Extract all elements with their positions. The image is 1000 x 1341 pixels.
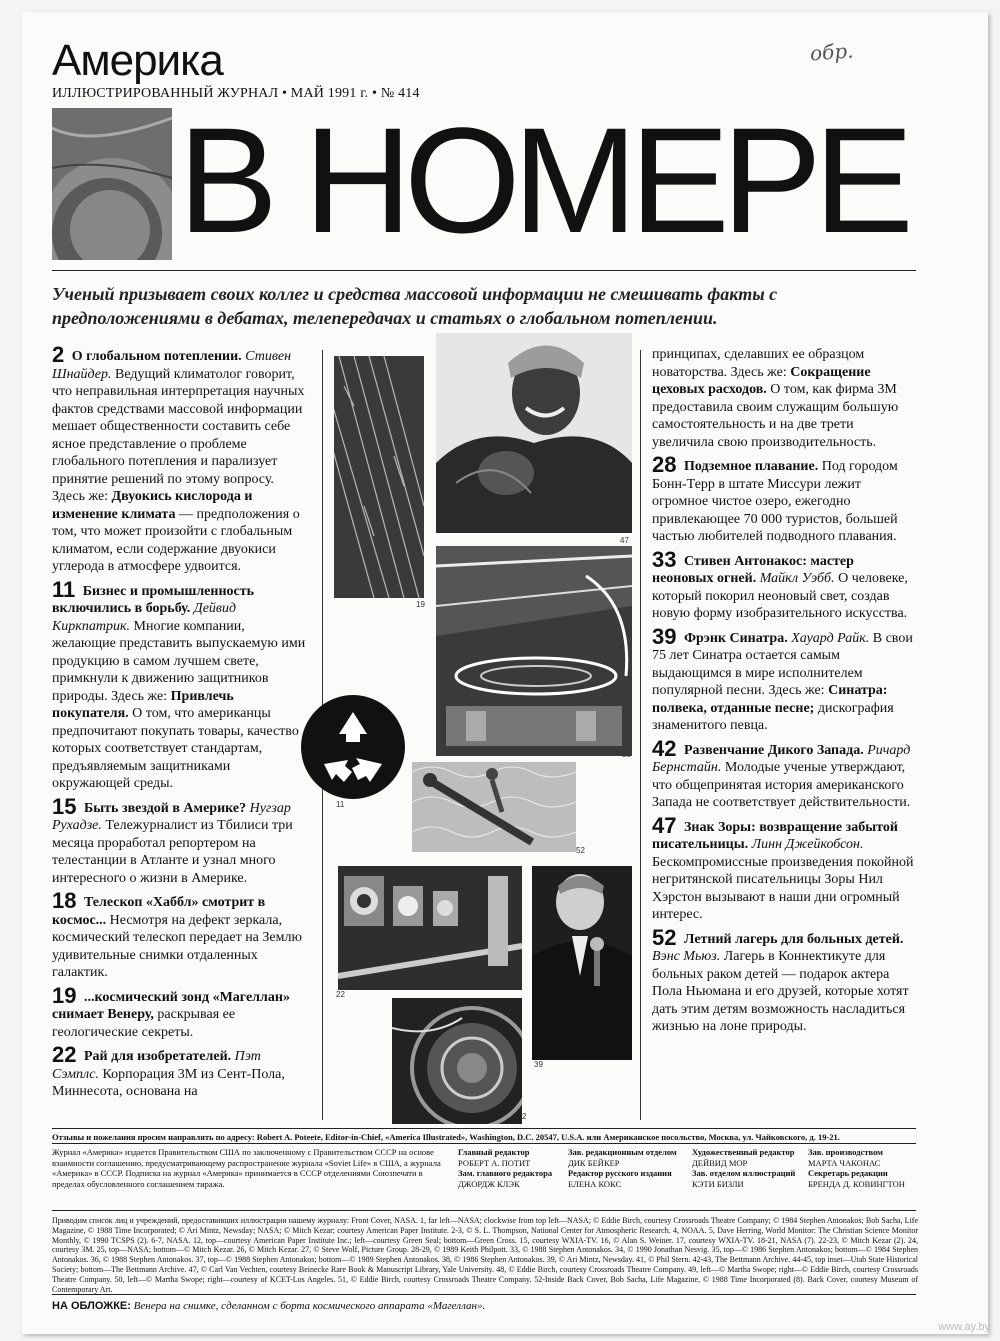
staff-group-3 [692, 1147, 804, 1189]
footer-divider-2 [52, 1143, 916, 1144]
toc-entry [52, 1042, 310, 1101]
entry-title: О глобальном потеплении. [71, 349, 242, 364]
texture-image [52, 108, 172, 260]
staff-name: МАРТА ЧАКОНАС [808, 1157, 881, 1168]
entry-text: Бескомпромиссные произведения покойной негритянской писательницы Зоры Нил Хэрстон вызывают в наши дни огромный интерес. [652, 854, 914, 922]
photo-credits: Приводим список лиц и учреждений, предоставивших иллюстрации нашему журналу: Front Cover, NASA. 1, far left—NASA; clockwise from top left—NASA; © Eddie Birch, courtesy Crossroads Theatre Company; © 1984 Stephen Antonakos; Bob Sacha, Life Magazine, © 1988 Time Incorporated; © Ari Mintz, Newsday; NASA; © Mitch Kezar; courtesy American Paper Institute. 2-3, © S. L. Thompson, National Center for Atmospheric Research. 4, NOAA. 5, Dave Herring, World Monitor: The Christian Science Monitor Monthly, © 1990 TCSPS (2). 6-7, NASA. 12, top—courtesy American Paper Institute Inc.; left—courtesy Green Seal; bottom—Green Cross. 15, courtesy WXIA-TV. 16, © Alan S. Weiner. 17, courtesy WXIA-TV. 18-21, NASA (7). 22-23, © Mitch Kezar (2). 24, courtesy 3M. 25, top—NASA; bottom—© Mitch Kezar. 26, © Mitch Kezar. 27, © Steve Wolf, Picture Group. 28-29, © 1989 Keith Philpott. 33, © 1988 Stephen Antonakos. 34, © 1990 Jonathan Nesvig. 35, top—© 1986 Stephen Antonakos; bottom—© 1984 Stephen Antonakos. 36, © 1988 Stephen Antonakos. 37, top—© 1988 Stephen Antonakos; bottom—© 1989 Stephen Antonakos. 38, © 1986 Stephen Antonakos. 39, © Ari Mintz, Newsday. 41, © Phil Stern. 42-43, The Bettmann Archive. 44-45, top inset—Utah State Historical Society; bottom—The Bettmann Archive. 47, © Carl Van Vechten, courtesy Beinecke Rare Book & Manuscript Library, Yale University. 48, © Eddie Birch, courtesy Crossroads Theatre Company. 49, left—© Martha Swope; right—© Eddie Birch, courtesy Crossroads Theatre Company. 50, left—© Martha Swope; right—courtesy of KCET-Los Angeles. 51, © Eddie Birch, courtesy Crossroads Theatre Company. 52-Inside Back Cover, Bob Sacha, Life Magazine, © 1988 Time Incorporated (8). Back Cover, courtesy Museum of Contemporary Art. [52, 1216, 918, 1294]
toc-entry [652, 546, 918, 623]
page-title: В НОМЕРЕ [178, 96, 906, 264]
cover-note [52, 1300, 485, 1312]
cover-text: Венера на снимке, сделанном с борта космического аппарата «Магеллан». [133, 1300, 486, 1312]
staff-name: КЭТИ БИЗЛИ [692, 1178, 744, 1189]
toc-entry [652, 623, 918, 735]
entry-extra-title: Сокращение цеховых расходов. [652, 364, 871, 397]
singer-photo [532, 866, 632, 1060]
staff-role: Зав. редакционным отделом [568, 1147, 677, 1157]
editorial-address: Отзывы и пожелания просим направлять по адресу: Robert A. Poteete, Editor-in-Chief, «America Illustrated», Washington, D.C. 20547, U.S.A. или Американское посольство, Москва, ул. Чайковского, д. 19-21. [52, 1132, 840, 1142]
entry-title: Знак Зоры: возвращение забытой писательницы. [652, 819, 898, 852]
entry-page-number: 22 [52, 1042, 77, 1067]
entry-page-number: 19 [52, 982, 77, 1008]
entry-page-number: 2 [52, 342, 65, 367]
entry-page-number: 28 [652, 452, 677, 477]
entry-author: Дейвид Киркпатрик. [52, 601, 237, 634]
entry-text: Молодые ученые утверждают, что общепринятая история американского Запада не соответствует действительности. [652, 760, 911, 810]
toc-entry [652, 812, 918, 924]
entry-title: Бизнес и промышленность включились в борьбу. [52, 583, 255, 616]
staff-name: РОБЕРТ А. ПОТИТ [458, 1157, 531, 1168]
continued-entry-3m [652, 346, 918, 451]
contents-right-column [652, 346, 918, 1041]
publisher-note: Журнал «Америка» издается Правительством США по заключенному с Правительством СССР на основе взаимности соглашению, предусматривающему распространение журнала «Soviet Life» в США, а журнала «Америка» в СССР. Подписка на журнал «Америка» принимается в СССР отделениями Союзпечати в пределах обусловленного соглашением тиража. [52, 1147, 441, 1189]
site-watermark: www.ay.by [938, 1321, 990, 1333]
contents-left-column [52, 342, 310, 1106]
entry-author: Майкл Уэбб. [759, 571, 835, 586]
entry-author: Стивен Шнайдер. [52, 349, 292, 382]
entry-title: Развенчание Дикого Запада. [683, 742, 864, 758]
entry-author: Пэт Сэмплс. [52, 1049, 261, 1082]
entry-author: Ричард Бернстайн. [652, 742, 911, 775]
caption-venus: 2 [522, 1112, 527, 1121]
entry-text: Многие компании, желающие представить выпускаемую ими продукцию в самом лучшем свете, примкнули к движению защитников природы. Здесь же: [52, 618, 306, 704]
entry-page-number: 52 [652, 924, 677, 950]
entry-page-number: 18 [52, 888, 77, 913]
caption-singer: 39 [534, 1060, 543, 1069]
caption-lab: 22 [336, 990, 345, 999]
issue-info: ИЛЛЮСТРИРОВАННЫЙ ЖУРНАЛ • МАЙ 1991 г. • № 414 [52, 86, 420, 101]
lab-photo [338, 866, 522, 990]
magazine-logo: Америка [52, 36, 223, 85]
toc-entry [52, 982, 310, 1042]
entry-extra-title: Привлечь покупателя. [52, 688, 234, 721]
entry-extra-title: Синатра: полвека, отданные песне; [652, 683, 888, 716]
recycle-symbol [300, 694, 406, 800]
staff-name: ДЖОРДЖ КЛЭК [458, 1178, 520, 1189]
entry-author: Линн Джейкобсон. [751, 837, 864, 852]
toc-entry [52, 888, 310, 982]
staff-group-1 [458, 1147, 566, 1189]
staff-name: ДЕЙВИД МОР [692, 1157, 748, 1168]
caption-texture: 19 [416, 600, 425, 609]
column-divider-right [640, 350, 641, 1120]
staff-group-2 [568, 1147, 688, 1189]
staff-group-4 [808, 1147, 920, 1189]
entry-text: Тележурналист из Тбилиси три месяца проработал репортером на телестанции в Атланте и узнал много интересного о жизни в Америке. [52, 818, 293, 886]
entry-extra-text: дискография знаменитого певца. [652, 700, 894, 733]
venus-radar-photo [392, 998, 522, 1124]
entry-extra-text: О том, что американцы предпочитают покупать товары, качество которых соответствует стандартам, предъявляемым защитниками окружающей среды. [52, 706, 299, 791]
cover-label: НА ОБЛОЖКЕ: [52, 1300, 131, 1312]
entry-text: Лагерь в Коннектикуте для больных раком детей — подарок актера Пола Ньюмана и его друзей, которые хотят дать этим детям возможность насладиться жизнью на лоне природы. [652, 949, 909, 1034]
caption-swimmer: 52 [576, 846, 585, 855]
caption-recycle: 11 [336, 800, 345, 809]
entry-page-number: 11 [52, 576, 76, 602]
staff-role: Редактор русского издания [568, 1168, 672, 1178]
entry-title: Рай для изобретателей. [83, 1049, 232, 1064]
staff-role: Зам. главного редактора [458, 1168, 553, 1178]
toc-entry [652, 924, 918, 1036]
staff-name: ДИК БЕЙКЕР [568, 1157, 620, 1168]
entry-text: О человеке, который покорил неоновый свет, создав новую форму изобразительного искусства. [652, 571, 908, 621]
entry-text: Корпорация 3М из Сент-Пола, Миннесота, основана на [52, 1066, 285, 1099]
entry-page-number: 39 [652, 623, 677, 649]
staff-role: Художественный редактор [692, 1147, 795, 1157]
entry-page-number: 15 [52, 793, 77, 819]
entry-title: Телескоп «Хаббл» смотрит в космос... [52, 895, 266, 928]
entry-extra-text: — предположения о том, что может произойти с глобальным климатом, если содержание двуокиси углерода в атмосфере удвоится. [52, 506, 300, 574]
staff-role: Зав. производством [808, 1147, 883, 1157]
staff-role: Зав. отделом иллюстраций [692, 1168, 796, 1178]
entry-title: Стивен Антонакос: мастер неоновых огней. [652, 553, 854, 586]
entry-text: В свои 75 лет Синатра остается самым выдающимся в мире исполнителем популярной песни. Здесь же: [652, 630, 913, 698]
caption-neon: 33 [622, 750, 631, 759]
entry-text: Несмотря на дефект зеркала, космический телескоп передает на Землю удивительные снимки отдаленных галактик. [52, 912, 302, 980]
entry-text: Ведущий климатолог говорит, что неправильная интерпретация научных фактов средствами массовой информации мешает общественности составить себе ясное представление о проблеме глобального потепления и парализует принятие решений по этому вопросу. Здесь же: [52, 366, 305, 504]
cover-divider [52, 1294, 916, 1295]
entry-author: Нугзар Рухадзе. [52, 800, 291, 833]
credits-divider [52, 1210, 916, 1211]
texture-photo [334, 356, 424, 598]
staff-name: ЕЛЕНА КОКС [568, 1178, 622, 1189]
entry-page-number: 42 [652, 735, 677, 761]
toc-entry [652, 452, 918, 546]
entry-title: Подземное плавание. [683, 459, 819, 474]
footer-divider [52, 1128, 916, 1129]
actress-photo [436, 333, 632, 533]
toc-entry [52, 576, 310, 793]
lede-text: Ученый призывает своих коллег и средства массовой информации не смешивать факты с предположениями в дебатах, телепередачах и статьях о глобальном потеплении. [52, 284, 778, 328]
staff-name: БРЕНДА Д. КОВИНГТОН [808, 1178, 905, 1189]
toc-entry [52, 342, 310, 576]
entry-title: Летний лагерь для больных детей. [683, 931, 904, 947]
neon-installation-photo [436, 546, 632, 756]
toc-entry [652, 735, 918, 812]
entry-text: Под городом Бонн-Терр в штате Миссури лежит огромное чистое озеро, ежегодно привлекающее 70 000 туристов, большей частью любителей подводного плавания. [652, 459, 898, 544]
entry-title: Фрэнк Синатра. [683, 630, 788, 646]
entry-title: Быть звездой в Америке? [83, 800, 247, 816]
header-divider [52, 270, 916, 271]
entry-extra-title: Двуокись кислорода и изменение климата [52, 489, 253, 522]
entry-page-number: 33 [652, 546, 677, 572]
staff-role: Секретарь редакции [808, 1168, 888, 1178]
staff-role: Главный редактор [458, 1147, 530, 1157]
toc-entry [52, 793, 310, 888]
entry-author: Вэнс Мьюз. [652, 949, 721, 964]
entry-extra-text: О том, как фирма 3М предоставила своим служащим большую самостоятельность и на две трети увеличила свою производительность. [652, 382, 899, 450]
entry-page-number: 47 [652, 812, 677, 838]
entry-title: ...космический зонд «Магеллан» снимает Венеру, [52, 989, 290, 1022]
entry-continued-text: принципах, сделавших ее образцом новаторства. Здесь же: [652, 347, 865, 380]
caption-actress: 47 [620, 536, 629, 545]
handwritten-note: обр. [809, 38, 855, 66]
entry-author: Хауард Райк. [791, 630, 870, 646]
entry-text: раскрывая ее геологические секреты. [52, 1007, 236, 1040]
swimmer-photo [412, 762, 576, 852]
